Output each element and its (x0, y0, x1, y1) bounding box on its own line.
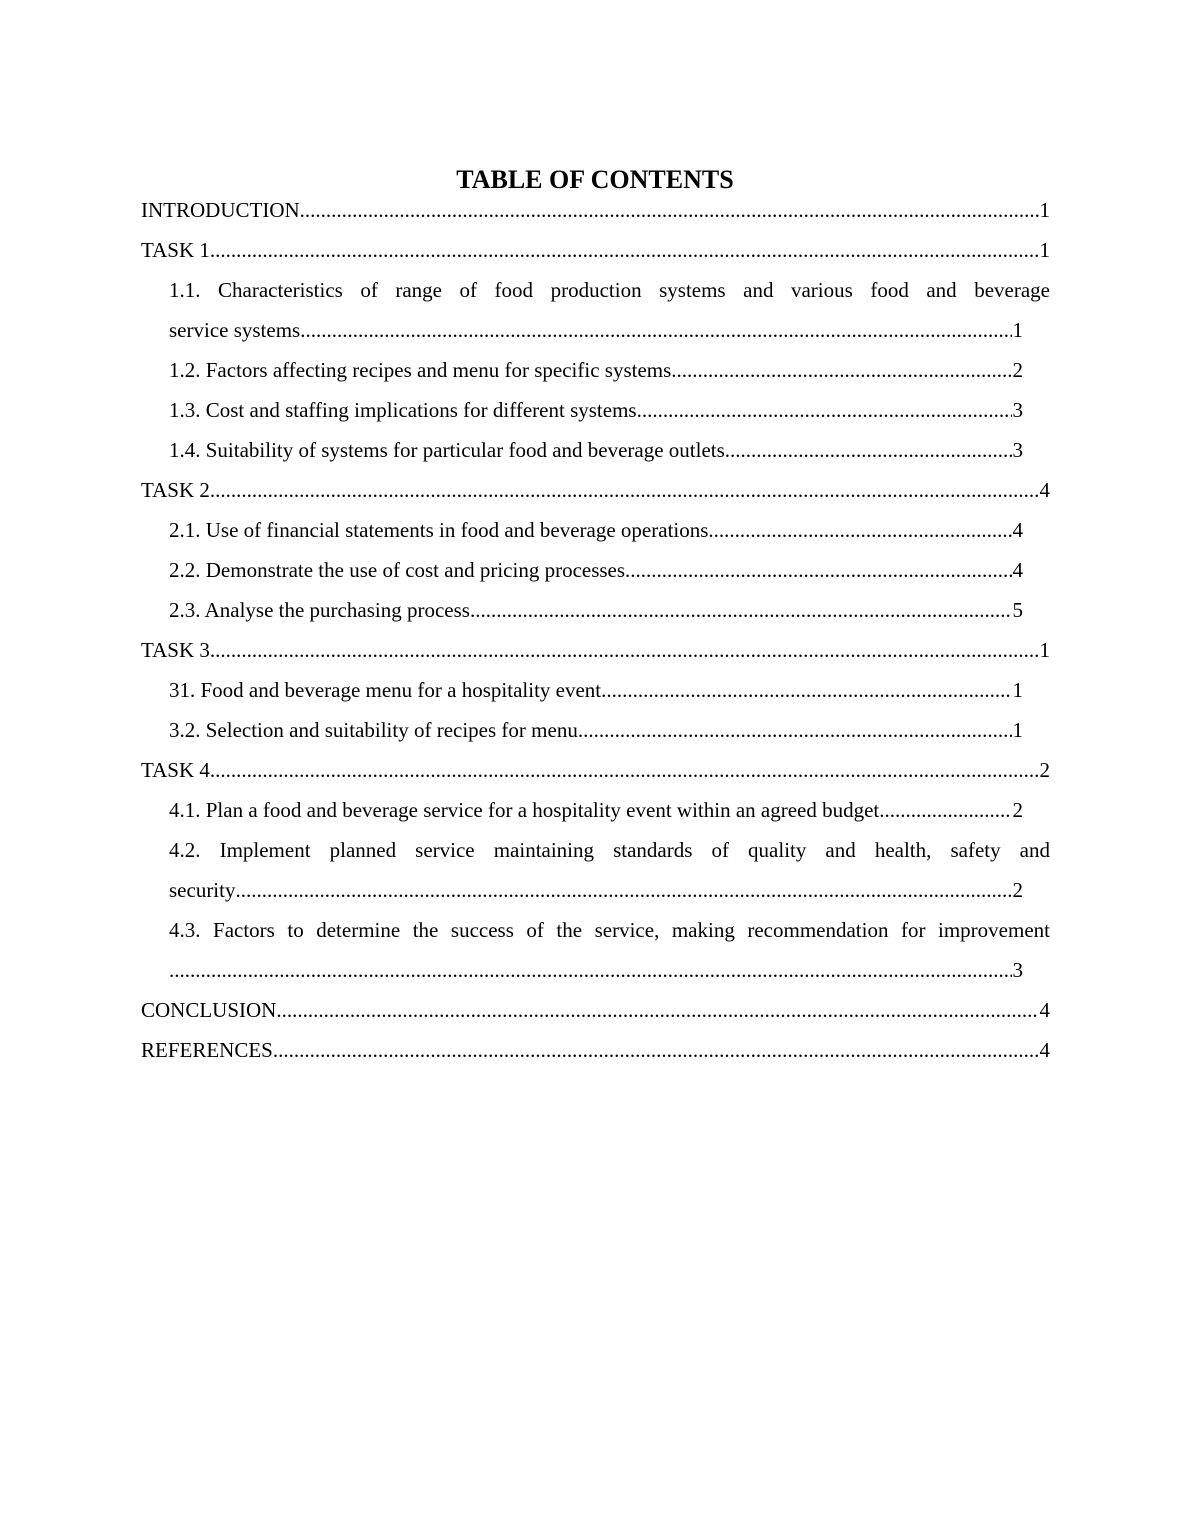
toc-entry-label-line1: 4.3. Factors to determine the success of the service, making recommendation for improvement (169, 918, 1050, 942)
toc-leader (273, 1030, 1039, 1070)
toc-leader (210, 750, 1039, 790)
toc-leader (671, 350, 1011, 390)
toc-entry-label: TASK 3 (141, 638, 210, 662)
toc-page-number: 1 (1039, 238, 1050, 262)
toc-leader (637, 390, 1012, 430)
toc-entry-label: 2.2. Demonstrate the use of cost and pricing processes (169, 558, 626, 582)
toc-leader (235, 870, 1011, 910)
toc-entry-label: TASK 4 (141, 758, 210, 782)
toc-leader (708, 510, 1011, 550)
toc-page-number: 4 (1039, 1038, 1050, 1062)
toc-leader (300, 190, 1039, 230)
toc-page-number: 4 (1039, 998, 1050, 1022)
toc-entry-label: 2.1. Use of financial statements in food and beverage operations (169, 518, 709, 542)
toc-title: TABLE OF CONTENTS (456, 165, 734, 194)
toc-leader (300, 310, 1011, 350)
toc-entry-label: TASK 2 (141, 478, 210, 502)
toc-entry-4-1[interactable] (169, 790, 1023, 830)
toc-leader (601, 670, 1011, 710)
toc-entry-1-2[interactable] (169, 350, 1023, 390)
toc-entry-task-2[interactable] (141, 470, 1050, 510)
toc-leader (578, 710, 1012, 750)
toc-entry-label-line2: security (169, 878, 236, 902)
toc-entry-conclusion[interactable] (141, 990, 1050, 1030)
toc-page-number: 4 (1012, 518, 1023, 542)
toc-page-number: 1 (1012, 678, 1023, 702)
toc-page-number: 2 (1039, 758, 1050, 782)
toc-entry-label: 31. Food and beverage menu for a hospitality event (169, 678, 602, 702)
toc-entry-3-1[interactable] (169, 670, 1023, 710)
toc-entry-2-1[interactable] (169, 510, 1023, 550)
toc-entry-label-line2: service systems (169, 318, 301, 342)
toc-page-number: 3 (1012, 398, 1023, 422)
toc-entry-4-3[interactable] (141, 910, 1050, 990)
toc-entry-label: CONCLUSION (141, 998, 277, 1022)
toc-leader (276, 990, 1038, 1030)
toc-leader (470, 590, 1012, 630)
toc-page-number: 4 (1039, 478, 1050, 502)
table-of-contents (141, 190, 1050, 1070)
toc-leader (625, 550, 1011, 590)
toc-entry-label: 1.2. Factors affecting recipes and menu for specific systems (169, 358, 672, 382)
toc-page-number: 2 (1012, 798, 1023, 822)
toc-leader (169, 950, 1012, 990)
toc-entry-3-2[interactable] (169, 710, 1023, 750)
toc-entry-4-2[interactable] (141, 830, 1050, 910)
toc-leader (725, 430, 1012, 470)
toc-entry-label: 3.2. Selection and suitability of recipes for menu (169, 718, 578, 742)
toc-entry-1-3[interactable] (169, 390, 1023, 430)
toc-page-number: 5 (1012, 598, 1023, 622)
toc-entry-task-4[interactable] (141, 750, 1050, 790)
toc-page-number: 4 (1012, 558, 1023, 582)
toc-entry-task-1[interactable] (141, 230, 1050, 270)
toc-entry-label: 2.3. Analyse the purchasing process (169, 598, 470, 622)
toc-page-number: 3 (1012, 958, 1023, 982)
toc-entry-label: REFERENCES (141, 1038, 273, 1062)
toc-leader (210, 230, 1039, 270)
toc-page-number: 1 (1039, 638, 1050, 662)
toc-entry-label: 1.3. Cost and staffing implications for different systems (169, 398, 637, 422)
toc-page-number: 1 (1012, 718, 1023, 742)
toc-leader (210, 470, 1039, 510)
toc-entry-task-3[interactable] (141, 630, 1050, 670)
toc-entry-1-4[interactable] (169, 430, 1023, 470)
toc-page-number: 3 (1012, 438, 1023, 462)
toc-entry-label: 1.4. Suitability of systems for particular food and beverage outlets (169, 438, 725, 462)
toc-entry-1-1[interactable] (141, 270, 1050, 350)
toc-entry-references[interactable] (141, 1030, 1050, 1070)
toc-page-number: 1 (1012, 318, 1023, 342)
toc-entry-label: INTRODUCTION (141, 198, 300, 222)
toc-page-number: 2 (1012, 878, 1023, 902)
toc-page-number: 1 (1039, 198, 1050, 222)
toc-entry-introduction[interactable] (141, 190, 1050, 230)
toc-entry-label: 4.1. Plan a food and beverage service for a hospitality event within an agreed budget (169, 798, 880, 822)
toc-entry-label-line1: 1.1. Characteristics of range of food production systems and various food and beverage (169, 278, 1050, 302)
toc-page-number: 2 (1012, 358, 1023, 382)
toc-entry-2-3[interactable] (169, 590, 1023, 630)
toc-entry-label: TASK 1 (141, 238, 210, 262)
toc-leader (210, 630, 1039, 670)
toc-entry-label-line1: 4.2. Implement planned service maintaining standards of quality and health, safety and (169, 838, 1050, 862)
toc-leader (879, 790, 1011, 830)
toc-entry-2-2[interactable] (169, 550, 1023, 590)
